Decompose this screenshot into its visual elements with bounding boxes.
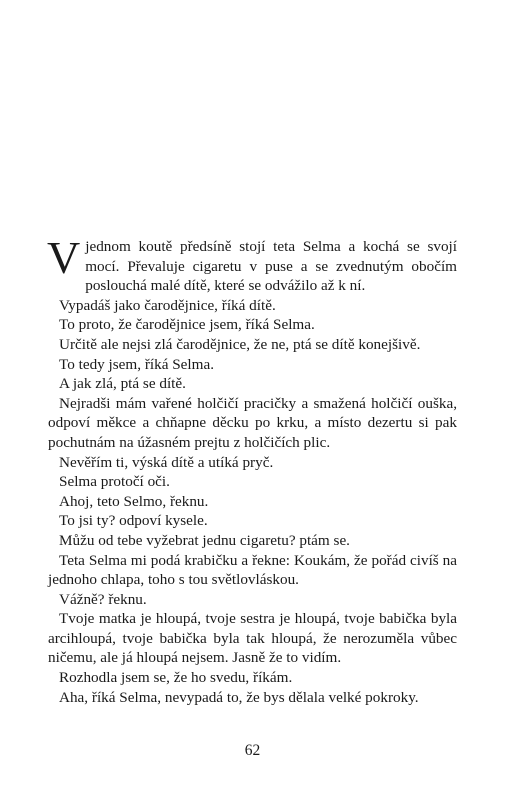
paragraph: Aha, říká Selma, nevypadá to, že bys dělala velké pokroky. [59, 688, 419, 706]
paragraph: Vážně? řeknu. [59, 590, 147, 608]
page-number: 62 [244, 742, 261, 759]
paragraph: Vypadáš jako čarodějnice, říká dítě. [59, 296, 276, 314]
paragraph: A jak zlá, ptá se dítě. [59, 375, 186, 393]
paragraph: Můžu od tebe vyžebrat jednu cigaretu? ptám se. [59, 531, 350, 549]
paragraph: To tedy jsem, říká Selma. [59, 355, 214, 373]
paragraph: Tvoje matka je hloupá, tvoje sestra je hloupá, tvoje babička byla arcihloupá, tvoje babička byla tak hloupá, že nerozuměla vůbec ničemu, ale já hloupá nejsem. Jasně že to vidím. [48, 610, 457, 667]
paragraph: Určitě ale nejsi zlá čarodějnice, že ne, ptá se dítě konejšivě. [59, 335, 421, 353]
paragraph: Nevěřím ti, výská dítě a utíká pryč. [59, 453, 274, 471]
paragraph: Rozhodla jsem se, že ho svedu, říkám. [59, 669, 293, 687]
body-text [47, 232, 457, 707]
opening-paragraph [47, 232, 457, 296]
paragraph: Selma protočí oči. [59, 473, 170, 491]
paragraph: Ahoj, teto Selmo, řeknu. [59, 492, 209, 510]
paragraph: To jsi ty? odpoví kysele. [59, 512, 208, 530]
opening-paragraph-text: jednom koutě předsíně stojí teta Selma a kochá se svojí mocí. Převaluje cigaretu v puse a se zvednutým obočím poslouchá malé dítě, které se odvážilo až k ní. [85, 238, 457, 295]
paragraph: Nejradši mám vařené holčičí pracičky a smažená holčičí ouška, odpoví měkce a chňapne děcku po krku, a místo dezertu si pak pochutnám na úžasném prejtu z holčičích plic. [48, 394, 457, 451]
paragraph: Teta Selma mi podá krabičku a řekne: Koukám, že pořád civíš na jednoho chlapa, toho s tou světlovláskou. [48, 551, 457, 589]
drop-cap: V [47, 232, 81, 283]
paragraph: To proto, že čarodějnice jsem, říká Selma. [59, 316, 315, 334]
